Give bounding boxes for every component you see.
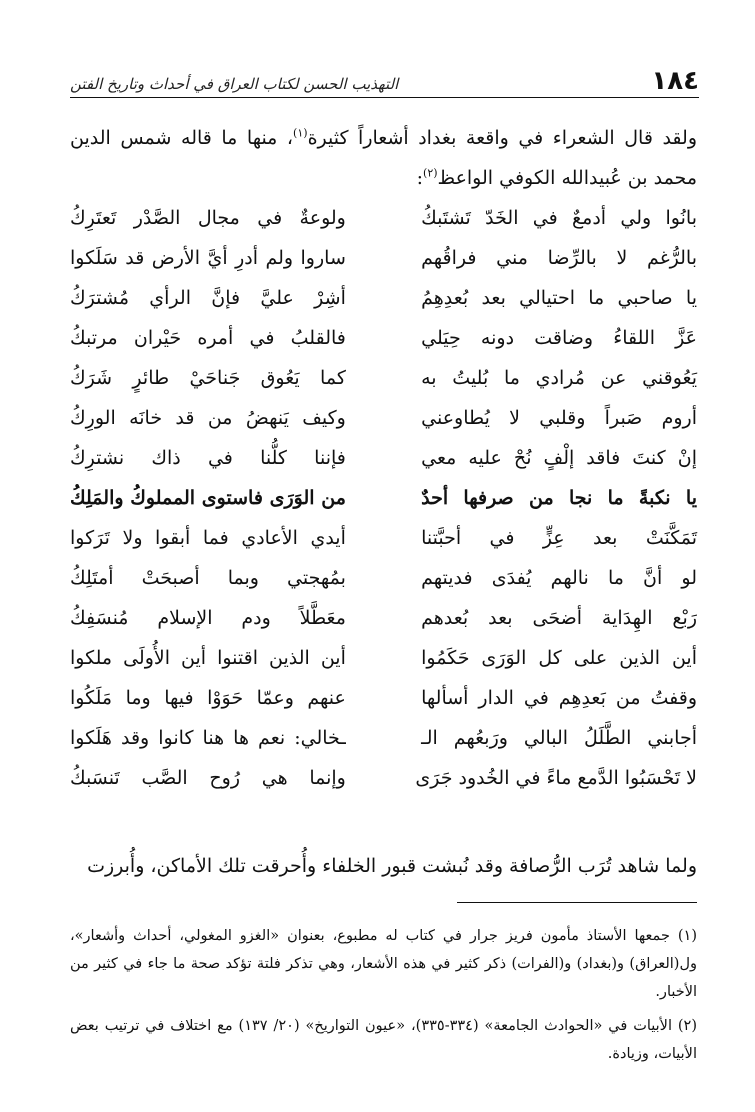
- verse: [70, 558, 697, 598]
- footnote-ref-1[interactable]: (١): [293, 126, 308, 140]
- verse-first-hemistich: إنْ كنتَ فاقد إلْفٍ نُحْ عليه معي: [421, 447, 697, 469]
- poem: [70, 198, 697, 798]
- intro-text-3: :: [416, 167, 424, 189]
- verse: [70, 678, 697, 718]
- verse-first-hemistich: يا نكبةً ما نجا من صرفها أحدٌ: [421, 487, 697, 509]
- verse: [70, 398, 697, 438]
- verse-second-hemistich: فالقلبُ في أمره حَيْران مرتبكُ: [70, 327, 346, 349]
- verse: [70, 758, 697, 798]
- outro-paragraph: ولما شاهد تُرَب الرُّصافة وقد نُبشت قبور الخلفاء وأُحرقت تلك الأماكن، وأُبرزت: [87, 855, 697, 877]
- verse-second-hemistich: أشِرْ عليَّ فإنَّ الرأي مُشترَكُ: [70, 287, 346, 309]
- verse-first-hemistich: لا تَحْسَبُوا الدَّمع ماءً في الخُدود جَرَى: [415, 767, 697, 789]
- running-title: التهذيب الحسن لكتاب العراق في أحداث وتاريخ الفتن: [70, 75, 399, 93]
- verse-second-hemistich: عنهم وعمّا حَوَوْا فيها وما مَلَكُوا: [70, 687, 346, 709]
- verse-second-hemistich: ساروا ولم أدرِ أيَّ الأرض قد سَلَكوا: [70, 247, 346, 269]
- verse: [70, 198, 697, 238]
- verse: [70, 278, 697, 318]
- header-rule: [70, 97, 699, 98]
- verse-second-hemistich: كما يَعُوق جَناحَيْ طائرٍ شَرَكُ: [70, 367, 346, 389]
- verse-first-hemistich: أين الذين على كل الوَرَى حَكَمُوا: [421, 647, 697, 669]
- verse: [70, 718, 697, 758]
- page-number: ١٨٤: [651, 66, 699, 96]
- verse-first-hemistich: تَمَكَّنَتْ بعد عِزٍّ في أحبَّتنا: [421, 527, 697, 549]
- verse-first-hemistich: أروم صَبراً وقلبي لا يُطاوعني: [421, 407, 697, 429]
- verse: [70, 318, 697, 358]
- verse-second-hemistich: ولوعةٌ في مجال الصَّدْر تَعتَرِكُ: [70, 207, 346, 229]
- verse-first-hemistich: عَزَّ اللقاءُ وضاقت دونه حِيَلي: [421, 327, 697, 349]
- footnote-ref-2[interactable]: (٢): [423, 166, 438, 180]
- verse-first-hemistich: بالرُّغم لا بالرِّضا مني فراقُهم: [421, 247, 697, 269]
- intro-text-2: ، منها ما قاله شمس الدين محمد بن عُبيدالله الكوفي الواعظ: [70, 127, 697, 189]
- verse-first-hemistich: بانُوا ولي أدمعٌ في الخَدّ تَشتَبكُ: [421, 207, 697, 229]
- verse-second-hemistich: فإننا كلُّنا في ذاك نشترِكُ: [70, 447, 346, 469]
- verse-second-hemistich: من الوَرَى فاستوى المملوكُ والمَلِكُ: [70, 487, 346, 509]
- verse: [70, 518, 697, 558]
- verse-first-hemistich: أجابني الطَّلَلُ البالي ورَبعُهم الـ: [421, 727, 697, 749]
- verse-first-hemistich: لو أنَّ ما نالهم يُفدَى فديتهم: [421, 567, 697, 589]
- verse: [70, 238, 697, 278]
- verse: [70, 438, 697, 478]
- intro-paragraph: [70, 118, 697, 198]
- verse-second-hemistich: وإنما هي رُوح الصَّب تَنسَبكُ: [70, 767, 346, 789]
- verse: [70, 478, 697, 518]
- verse-first-hemistich: وقفتُ من بَعدِهِم في الدار أسألها: [421, 687, 697, 709]
- verse-second-hemistich: أين الذين اقتنوا أين الأُولَى ملكوا: [70, 647, 346, 669]
- verse-first-hemistich: يا صاحبي ما احتيالي بعد بُعدِهِمُ: [421, 287, 697, 309]
- page-header: [70, 60, 699, 94]
- footnote: (١) جمعها الأستاذ مأمون فريز جرار في كتاب له مطبوع، بعنوان «الغزو المغولي، أحداث وأشعار»، ول(العراق) و(بغداد) و(الفرات) ذكر كثير في هذه الأشعار، وهي تذكر فلتة تؤكد صحة ما جاء في كثير من الأخبار.: [70, 928, 697, 1000]
- footnote-rule: [457, 902, 697, 903]
- verse: [70, 358, 697, 398]
- verse-first-hemistich: رَبْع الهِدَاية أضحَى بعد بُعدهم: [421, 607, 697, 629]
- verse-second-hemistich: بمُهجتي وبما أصبحَتْ أمتَلِكُ: [70, 567, 346, 589]
- verse-first-hemistich: يَعُوقني عن مُرادي ما بُليتُ به: [421, 367, 697, 389]
- verse-second-hemistich: أيدي الأعادي فما أبقوا ولا تَرَكوا: [70, 527, 346, 549]
- footnotes: [70, 922, 697, 1074]
- verse-second-hemistich: وكيف يَنهضُ من قد خانَه الورِكُ: [70, 407, 346, 429]
- verse-second-hemistich: ـخالي: نعم ها هنا كانوا وقد هَلَكوا: [70, 727, 346, 749]
- verse: [70, 638, 697, 678]
- verse-second-hemistich: معَطَّلاً ودم الإسلام مُنسَفِكُ: [70, 607, 346, 629]
- intro-text-1: ولقد قال الشعراء في واقعة بغداد أشعاراً كثيرة: [307, 127, 697, 149]
- footnote: (٢) الأبيات في «الحوادث الجامعة» (٣٣٤-٣٣٥)، «عيون التواريخ» (٢٠/ ١٣٧) مع اختلاف في ترتيب بعض الأبيات، وزيادة.: [70, 1018, 697, 1062]
- verse: [70, 598, 697, 638]
